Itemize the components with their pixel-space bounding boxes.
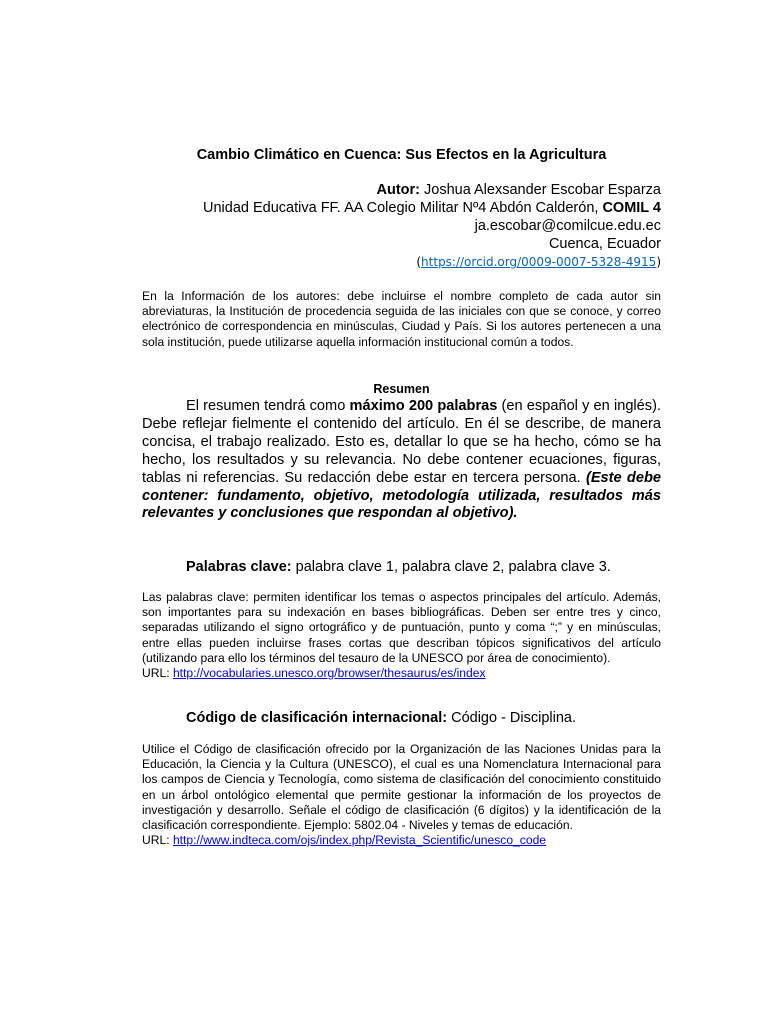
keywords-label: Palabras clave: — [186, 559, 292, 575]
keywords-value: palabra clave 1, palabra clave 2, palabra clave 3. — [295, 559, 611, 575]
orcid-line — [142, 253, 661, 271]
abstract-heading: Resumen — [373, 382, 430, 396]
abstract-text-1: El resumen tendrá como — [186, 398, 350, 414]
classification-note — [142, 742, 661, 848]
author-block — [142, 181, 661, 271]
orcid-close-paren: ) — [656, 255, 661, 269]
classification-url-line — [142, 833, 661, 848]
classification-note-text: Utilice el Código de clasificación ofrecido por la Organización de las Naciones Unidas para la Educación, la Ciencia y la Cultura (UNESCO), el cual es una Nomenclatura Internacional para los campos de Ciencia y Tecnología, como sistema de clasificación del conocimiento constituido en un árbol ontológico elemental que permite gestionar la información de los proyectos de investigación y desarrollo. Señale el código de clasificación (6 dígitos) y la identificación de la clasificación correspondiente. Ejemplo: 5802.04 - Niveles y temas de educación. — [142, 742, 661, 833]
keywords-url-line — [142, 666, 661, 681]
author-name: Joshua Alexsander Escobar Esparza — [424, 182, 661, 198]
classification-code-label: Código de clasificación internacional: — [186, 710, 448, 726]
abstract-text-2: (en español y en inglés). Debe reflejar fielmente el contenido del artículo. En él se describe, de manera concisa, el trabajo realizado. Esto es, detallar lo que se ha hecho, cómo se ha hecho, los resultados y su relevancia. No debe contener ecuaciones, figuras, tablas ni referencias. Su redacción debe estar en tercera persona. — [142, 398, 662, 486]
institution-name: Unidad Educativa FF. AA Colegio Militar Nº4 Abdón Calderón, — [203, 200, 599, 216]
abstract-word-limit: máximo 200 palabras — [349, 398, 498, 414]
institution-line — [142, 199, 661, 217]
keywords-line — [186, 558, 611, 576]
abstract-body — [142, 398, 661, 523]
keywords-url-label: URL: — [142, 666, 170, 681]
author-info-note: En la Información de los autores: debe incluirse el nombre completo de cada autor sin abreviaturas, la Institución de procedencia seguida de las iniciales con que se conoce, y correo electrónico de correspondencia en minúsculas, Ciudad y País. Si los autores pertenecen a una sola institución, puede utilizarse aquella información institucional común a todos. — [142, 289, 661, 349]
author-label: Autor: — [376, 182, 420, 198]
unesco-code-link[interactable]: http://www.indteca.com/ojs/index.php/Revista_Scientific/unesco_code — [172, 833, 547, 848]
keywords-note — [142, 590, 661, 681]
keywords-note-text: Las palabras clave: permiten identificar los temas o aspectos principales del artículo. Además, son importantes para su indexación en bases bibliográficas. Deben ser entre tres y cinco, separadas utilizando el signo ortográfico y de puntuación, punto y coma “;” y en minúsculas, entre ellas pueden incluirse frases cortas que describan tópicos significativos del artículo (utilizando para ello los términos del tesauro de la UNESCO por área de conocimiento). — [142, 590, 661, 665]
orcid-open-paren: ( — [416, 255, 422, 269]
abstract-content-requirements: (Este debe contener: fundamento, objetivo, metodología utilizada, resultados más relevantes y conclusiones que respondan al objetivo). — [142, 469, 661, 522]
classification-url-label: URL: — [142, 833, 170, 848]
classification-code-line — [186, 709, 576, 727]
institution-acronym: COMIL 4 — [602, 200, 661, 216]
location-line: Cuenca, Ecuador — [548, 236, 661, 252]
orcid-link[interactable]: https://orcid.org/0009-0007-5328-4915 — [421, 255, 657, 269]
classification-code-value: Código - Disciplina. — [451, 710, 577, 726]
unesco-thesaurus-link[interactable]: http://vocabularies.unesco.org/browser/thesaurus/es/index — [172, 666, 486, 681]
article-title: Cambio Climático en Cuenca: Sus Efectos en la Agricultura — [196, 147, 607, 163]
email-line: ja.escobar@comilcue.edu.ec — [474, 218, 661, 234]
author-line — [142, 181, 661, 199]
